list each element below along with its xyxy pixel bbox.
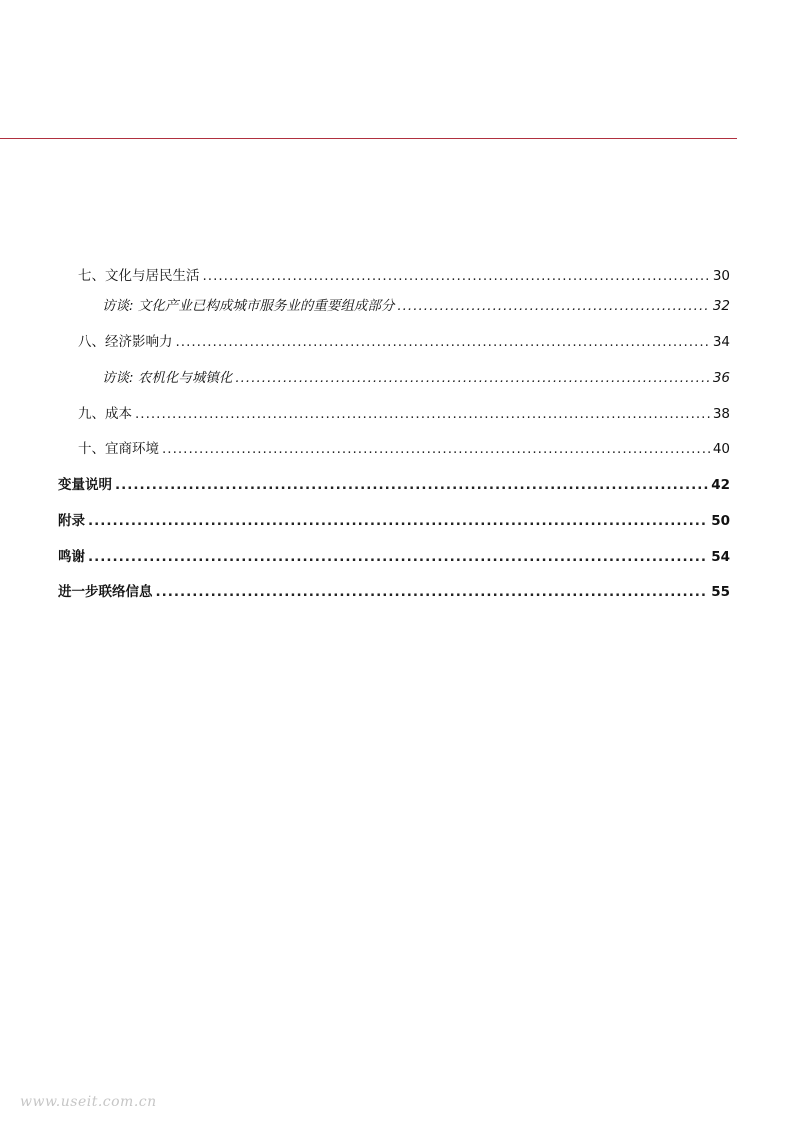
toc-entry-interview-culture-industry[interactable] (102, 296, 730, 316)
toc-entry-title: 访谈: 农机化与城镇化 (102, 370, 233, 386)
toc-entry-cost[interactable] (78, 404, 730, 424)
toc-entry-title: 访谈: 文化产业已构成城市服务业的重要组成部分 (102, 298, 395, 314)
toc-dot-leader (162, 439, 710, 459)
toc-entry-title: 进一步联络信息 (58, 584, 153, 600)
toc-page-number: 54 (711, 549, 730, 565)
toc-entry-business-environment[interactable] (78, 439, 730, 459)
toc-page-number: 34 (712, 334, 730, 350)
toc-page-number: 42 (711, 477, 730, 493)
toc-entry-title: 变量说明 (58, 477, 112, 493)
toc-entry-title: 七、文化与居民生活 (78, 268, 200, 284)
toc-entry-economic-influence[interactable] (78, 332, 730, 352)
toc-page-number: 50 (711, 513, 730, 529)
toc-page-number: 30 (712, 268, 730, 284)
toc-dot-leader (88, 547, 708, 567)
toc-dot-leader (115, 475, 708, 495)
toc-dot-leader (176, 332, 710, 352)
toc-dot-leader (235, 368, 709, 388)
toc-entry-further-contact[interactable] (58, 582, 730, 602)
toc-entry-acknowledgements[interactable] (58, 547, 730, 567)
toc-entry-title: 九、成本 (78, 406, 132, 422)
toc-page-number: 32 (712, 298, 730, 314)
toc-dot-leader (156, 582, 709, 602)
toc-dot-leader (88, 511, 708, 531)
toc-dot-leader (203, 266, 710, 286)
toc-entry-title: 鸣谢 (58, 549, 85, 565)
toc-page-number: 36 (712, 370, 730, 386)
toc-entry-title: 十、宜商环境 (78, 441, 159, 457)
watermark: www.useit.com.cn (20, 1094, 157, 1110)
toc-entry-title: 八、经济影响力 (78, 334, 173, 350)
toc-page-number: 55 (711, 584, 730, 600)
toc-entry-variable-notes[interactable] (58, 475, 730, 495)
toc-page-number: 38 (712, 406, 730, 422)
toc-entry-culture[interactable] (78, 266, 730, 286)
toc-entry-title: 附录 (58, 513, 85, 529)
toc-entry-appendix[interactable] (58, 511, 730, 531)
toc-dot-leader (135, 404, 710, 424)
toc-page-number: 40 (712, 441, 730, 457)
toc-dot-leader (397, 296, 709, 316)
toc-entry-interview-mechanization[interactable] (102, 368, 730, 388)
